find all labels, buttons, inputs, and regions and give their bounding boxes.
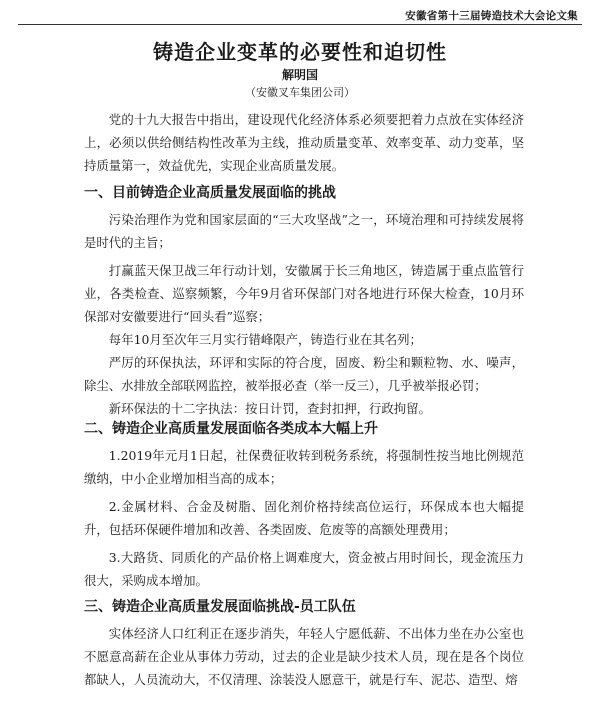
section2-paragraph: 3.大路货、同质化的产品价格上调难度大，资金被占用时间长，现金流压力很大，采购成本增加。 bbox=[84, 550, 524, 588]
section1-heading: 一、目前铸造企业高质量发展面临的挑战 bbox=[84, 185, 336, 201]
intro-section bbox=[84, 108, 524, 177]
section1-body bbox=[84, 208, 524, 420]
section1-paragraph: 污染治理作为党和国家层面的“三大攻坚战”之一，环境治理和可持续发展将是时代的主旨； bbox=[84, 212, 524, 250]
section2-paragraph: 2.金属材料、合金及树脂、固化剂价格持续高位运行，环保成本也大幅提升，包括环保硬件增加和改善、各类固废、危废等的高额处理费用； bbox=[84, 499, 524, 537]
section3-body bbox=[84, 622, 524, 691]
running-header: 安徽省第十三届铸造技术大会论文集 bbox=[405, 10, 578, 22]
section1-paragraph: 严厉的环保执法，环评和实际的符合度，固废、粉尘和颗粒物、水、噪声，除尘、水排放全部联网监控，被举报必查（举一反三），几乎被举报必罚； bbox=[84, 355, 524, 393]
section1-paragraph: 打赢蓝天保卫战三年行动计划，安徽属于长三角地区，铸造属于重点监管行业，各类检查、巡察频繁，今年9月省环保部门对各地进行环保大检查，10月环保部对安徽要进行“回头看”巡察； bbox=[84, 263, 524, 324]
section1-paragraph: 每年10月至次年三月实行错峰限产，铸造行业在其名列； bbox=[108, 332, 422, 347]
section2-heading: 二、铸造企业高质量发展面临各类成本大幅上升 bbox=[84, 421, 378, 437]
intro-paragraph: 党的十九大报告中指出，建设现代化经济体系必须要把着力点放在实体经济上，必须以供给侧结构性改革为主线，推动质量变革、效率变革、动力变革，坚持质量第一，效益优先，实现企业高质量发展。 bbox=[84, 112, 524, 173]
paper-title: 铸造企业变革的必要性和迫切性 bbox=[153, 40, 447, 64]
section2-body bbox=[84, 444, 524, 592]
author-name: 解明国 bbox=[281, 68, 318, 82]
author-affiliation: （安徽叉车集团公司） bbox=[245, 86, 355, 99]
section3-paragraph: 实体经济人口红利正在逐步消失，年轻人宁愿低薪、不出体力坐在办公室也不愿意高薪在企业从事体力劳动，过去的企业是缺少技术人员，现在是各个岗位都缺人，人员流动大，不仅清理、涂装没人愿意干，就是行车、泥芯、造型、熔 bbox=[84, 626, 524, 687]
section2-paragraph: 1.2019年元月1日起，社保费征收转到税务系统，将强制性按当地比例规范缴纳，中小企业增加相当高的成本； bbox=[84, 448, 524, 486]
section1-paragraph: 新环保法的十二字执法：按日计罚，查封扣押，行政拘留。 bbox=[108, 401, 431, 416]
header-rule bbox=[18, 24, 582, 25]
section3-heading: 三、铸造企业高质量发展面临挑战-员工队伍 bbox=[84, 599, 356, 615]
